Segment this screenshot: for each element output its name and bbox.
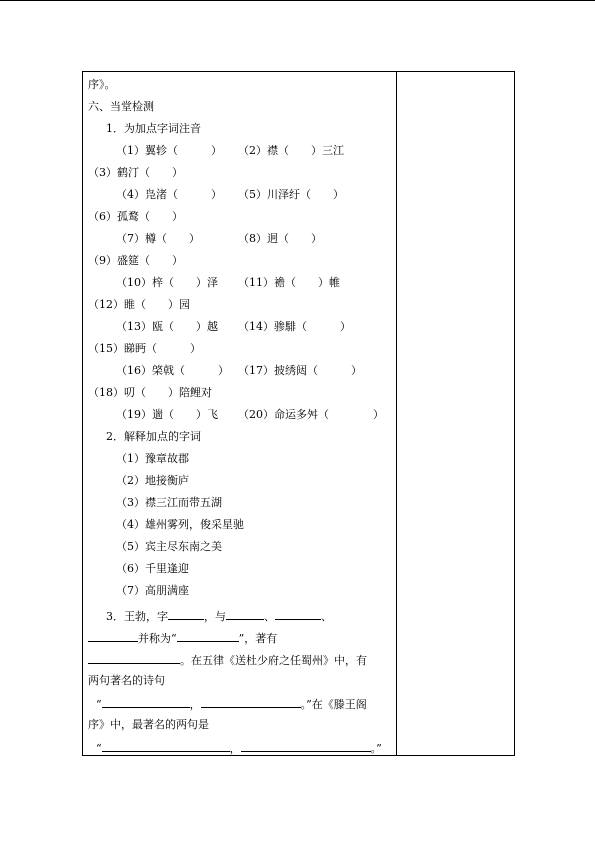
q1-item: （9）盛筵（ ）	[88, 254, 183, 267]
answer-blank[interactable]	[102, 740, 230, 752]
q1-item: （18）叨（ ）陪鲤对	[88, 386, 212, 399]
q2-item: （7）高朋满座	[116, 584, 189, 597]
q1-item: （8）迥（ ）	[238, 232, 322, 245]
q1-item: （6）孤鹜（ ）	[88, 210, 183, 223]
q1-row	[88, 298, 190, 312]
q1-row	[116, 276, 340, 290]
q2-item: （3）襟三江而带五湖	[116, 496, 222, 509]
page-top-rule	[0, 0, 595, 1]
q3-text: 、	[264, 610, 275, 623]
q1-item: （11）襜（ ）帷	[238, 276, 340, 289]
q3-line-2	[88, 630, 277, 646]
answer-blank[interactable]	[168, 608, 204, 620]
q2-title: 2．解释加点的字词	[106, 430, 201, 443]
q3-text: 并称为“	[138, 632, 177, 645]
continuation-text: 序》。	[88, 78, 116, 91]
q1-item: （5）川泽纡（ ）	[238, 188, 344, 201]
q1-row	[116, 232, 322, 246]
q1-item: （7）樽（ ）	[116, 232, 200, 245]
answer-blank[interactable]	[226, 608, 264, 620]
answer-blank[interactable]	[177, 630, 239, 642]
q1-row	[88, 210, 183, 224]
q1-item: （15）睇眄（ ）	[88, 342, 201, 355]
q2-item: （2）地接衡庐	[116, 474, 189, 487]
q1-row	[88, 166, 183, 180]
q1-item: （16）棨戟（ ）	[116, 364, 229, 377]
q1-title: 1．为加点字词注音	[106, 122, 201, 135]
q3-line-1	[106, 608, 332, 624]
q1-item: （4）凫渚（ ）	[116, 188, 222, 201]
q3-text: “	[96, 742, 102, 755]
q1-item: （19）遄（ ）飞	[116, 408, 218, 421]
q1-row	[116, 408, 384, 422]
q3-line-7	[96, 740, 382, 756]
q3-text: “	[96, 698, 102, 711]
q1-row	[88, 342, 201, 356]
q1-item: （3）鹤汀（ ）	[88, 166, 183, 179]
q2-item: （6）千里逢迎	[116, 562, 189, 575]
section-title: 六、当堂检测	[88, 100, 154, 113]
q3-text: ，与	[204, 610, 226, 623]
q1-row	[116, 320, 351, 334]
worksheet-table	[82, 71, 515, 756]
q3-text: ”，著有	[238, 632, 278, 645]
q3-line-4: 两句著名的诗句	[88, 674, 165, 687]
q1-row	[88, 386, 212, 400]
answer-blank[interactable]	[201, 696, 301, 708]
q3-line-6: 序》中，最著名的两句是	[88, 718, 209, 731]
q1-item: （12）睢（ ）园	[88, 298, 190, 311]
q3-text: 、	[321, 610, 332, 623]
q1-row	[116, 188, 344, 202]
answer-blank[interactable]	[241, 740, 371, 752]
q1-item: （13）瓯（ ）越	[116, 320, 218, 333]
q3-text: 。”在《滕王阁	[300, 698, 367, 711]
q1-row	[88, 254, 183, 268]
q3-text: ，	[229, 742, 241, 755]
q3-text: 3．王勃，字	[106, 610, 168, 623]
q2-item: （5）宾主尽东南之美	[116, 540, 222, 553]
q3-line-5	[96, 696, 367, 712]
q3-line-3	[88, 652, 367, 668]
q3-text: 。在五律《送杜少府之任蜀州》中，有	[180, 654, 367, 667]
answer-blank[interactable]	[102, 696, 190, 708]
q3-text: 。”	[370, 742, 382, 755]
q1-item: （2）襟（ ）三江	[238, 144, 344, 157]
q1-row	[116, 364, 362, 378]
answer-blank[interactable]	[275, 608, 321, 620]
q3-text: ，	[189, 698, 201, 711]
q1-item: （14）骖騑（ ）	[238, 320, 351, 333]
q2-item: （1）豫章故郡	[116, 452, 189, 465]
q2-item: （4）雄州雾列，俊采星驰	[116, 518, 244, 531]
q1-item: （20）命运多舛（ ）	[238, 408, 384, 421]
answer-blank[interactable]	[88, 652, 180, 664]
q1-item: （17）披绣闼（ ）	[238, 364, 362, 377]
answer-blank[interactable]	[88, 630, 138, 642]
column-divider	[396, 72, 397, 755]
q1-row	[116, 144, 344, 158]
q1-item: （10）梓（ ）泽	[116, 276, 218, 289]
q1-item: （1）翼轸（ ）	[116, 144, 222, 157]
